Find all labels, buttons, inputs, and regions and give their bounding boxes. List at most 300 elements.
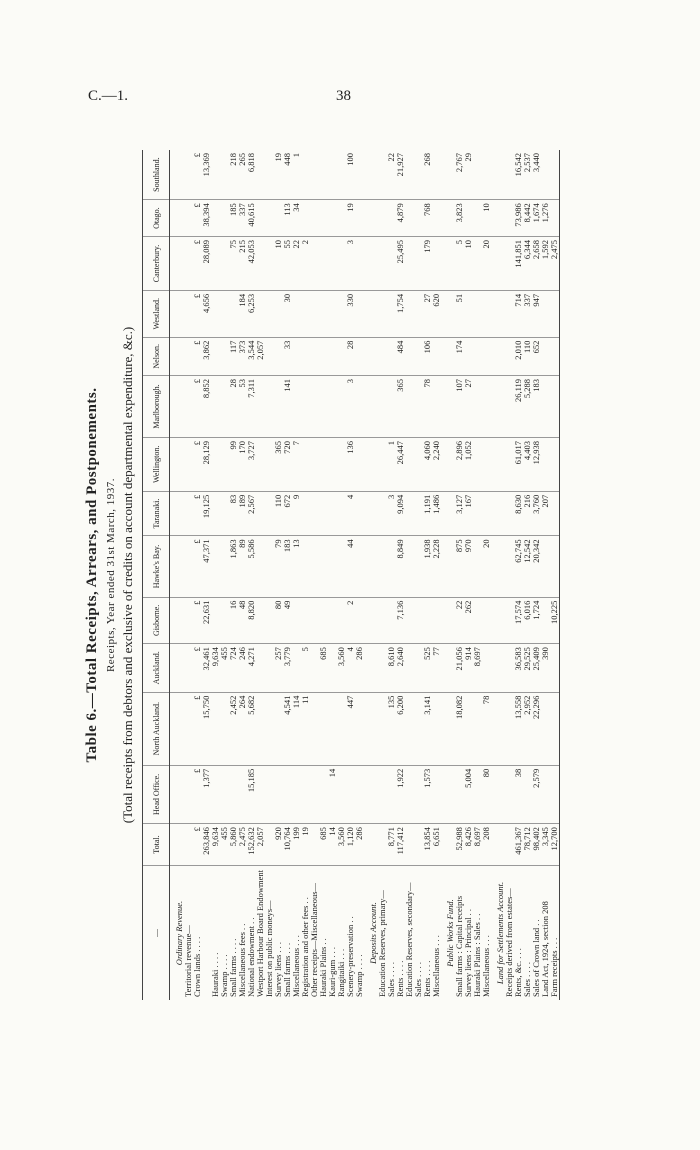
table-cell [441, 437, 455, 491]
table-cell: 14 [328, 765, 337, 823]
table-row [505, 150, 514, 1000]
table-cell: 19,125 [202, 491, 211, 536]
row-label: Miscellaneous fees . . [237, 923, 247, 997]
table-cell [355, 150, 364, 200]
table-cell: 28,089 [202, 237, 211, 291]
table-cell [364, 597, 378, 643]
table-cell: 16,542 [514, 150, 523, 200]
table-row [432, 150, 441, 1000]
table-cell [256, 644, 265, 693]
table-cell: 47,371 [202, 536, 211, 597]
column-header: Nelson. [143, 337, 170, 375]
table-cell: 174 [455, 337, 464, 375]
table-cell: £ [193, 597, 202, 643]
table-row [514, 150, 523, 1000]
table-cell: £ [193, 765, 202, 823]
table-cell [482, 644, 491, 693]
table-cell [405, 290, 414, 337]
row-label: Sales . . . . [522, 962, 532, 997]
table-row [387, 150, 396, 1000]
table-cell [274, 765, 283, 823]
table-cell: 1,922 [396, 765, 405, 823]
column-header: — [143, 866, 170, 1001]
table-cell [364, 765, 378, 823]
table-cell: 26,119 [514, 375, 523, 437]
table-cell [541, 692, 550, 765]
table-cell: 2,640 [396, 644, 405, 693]
table-cell: 52,988 [455, 824, 464, 866]
table-cell: 1,573 [423, 765, 432, 823]
table-cell: 4,060 [423, 437, 432, 491]
row-label: Miscellaneous . . . [431, 935, 441, 997]
table-cell: 685 [319, 644, 328, 693]
table-row [220, 150, 229, 1000]
table-cell [328, 290, 337, 337]
table-cell: 30 [283, 290, 292, 337]
table-cell: 75 [229, 237, 238, 291]
row-label: Small farms . . . [282, 942, 292, 997]
table-cell [292, 337, 301, 375]
table-cell [405, 692, 414, 765]
table-cell [328, 150, 337, 200]
table-cell: 1,486 [432, 491, 441, 536]
table-cell [432, 692, 441, 765]
table-cell: 15,185 [247, 765, 256, 823]
table-cell: 9,634 [211, 824, 220, 866]
table-cell [414, 597, 423, 643]
table-cell [441, 597, 455, 643]
table-cell [256, 150, 265, 200]
table-cell [328, 237, 337, 291]
row-label: Hauraki Plains : Sales . . [472, 913, 482, 997]
table-cell: 263,846 [202, 824, 211, 866]
table-cell [292, 765, 301, 823]
table-cell: 27 [423, 290, 432, 337]
table-cell: 3,141 [423, 692, 432, 765]
table-cell: 2,537 [523, 150, 532, 200]
table-cell: 620 [432, 290, 441, 337]
table-cell [491, 200, 505, 237]
table-cell: 78,712 [523, 824, 532, 866]
table-cell [319, 692, 328, 765]
table-cell: 8,820 [247, 597, 256, 643]
table-row [346, 150, 355, 1000]
table-cell: 8,697 [473, 824, 482, 866]
table-body [170, 150, 560, 1000]
table-row [310, 150, 319, 1000]
table-cell [364, 536, 378, 597]
table-cell: 724 [229, 644, 238, 693]
table-cell [378, 437, 387, 491]
table-cell [432, 337, 441, 375]
column-header: North Auckland. [143, 692, 170, 765]
row-label: Interest on public moneys— [264, 900, 274, 997]
table-cell: 12,542 [523, 536, 532, 597]
table-cell [256, 237, 265, 291]
table-cell: 19 [274, 150, 283, 200]
table-cell: 9 [292, 491, 301, 536]
table-cell [364, 200, 378, 237]
table-cell [473, 150, 482, 200]
table-cell: 21,927 [396, 150, 405, 200]
table-cell: 448 [283, 150, 292, 200]
table-cell [491, 237, 505, 291]
table-cell: 768 [423, 200, 432, 237]
table-cell: 106 [423, 337, 432, 375]
table-cell: 141 [283, 375, 292, 437]
table-cell [355, 491, 364, 536]
table-cell [364, 150, 378, 200]
table-cell [405, 150, 414, 200]
table-cell: 48 [238, 597, 247, 643]
table-cell: 10,764 [283, 824, 292, 866]
table-cell [256, 200, 265, 237]
table-cell: 920 [274, 824, 283, 866]
row-label: Scenery-preservation . . [345, 916, 355, 997]
table-cell: 8,426 [464, 824, 473, 866]
table-cell: 55 [283, 237, 292, 291]
table-cell [184, 237, 193, 291]
table-cell: 2,475 [238, 824, 247, 866]
table-cell: £ [193, 536, 202, 597]
table-cell [405, 644, 414, 693]
table-cell: 100 [346, 150, 355, 200]
table-cell [441, 290, 455, 337]
table-cell [184, 536, 193, 597]
table-cell: 14 [328, 824, 337, 866]
table-cell [405, 765, 414, 823]
table-cell: 461,367 [514, 824, 523, 866]
table-cell [310, 692, 319, 765]
table-cell: 8,442 [523, 200, 532, 237]
table-cell [265, 692, 274, 765]
table-cell [301, 491, 310, 536]
row-label: Miscellaneous . . . [291, 935, 301, 997]
table-cell: 44 [346, 536, 355, 597]
table-row [184, 150, 193, 1000]
table-cell: 113 [283, 200, 292, 237]
table-cell [337, 237, 346, 291]
table-cell [491, 536, 505, 597]
table-cell [405, 824, 414, 866]
table-row [229, 150, 238, 1000]
table-row [337, 150, 346, 1000]
table-cell: 77 [432, 644, 441, 693]
table-cell: 6,818 [247, 150, 256, 200]
table-cell: 13,854 [423, 824, 432, 866]
table-cell [211, 375, 220, 437]
table-cell: 208 [482, 824, 491, 866]
table-cell: 3 [387, 491, 396, 536]
table-cell [256, 375, 265, 437]
table-row [423, 150, 432, 1000]
table-cell: 17,574 [514, 597, 523, 643]
table-cell [337, 765, 346, 823]
table-cell [301, 150, 310, 200]
table-cell: £ [193, 644, 202, 693]
table-cell: 455 [220, 644, 229, 693]
table-cell: 455 [220, 824, 229, 866]
table-cell: 8,852 [202, 375, 211, 437]
table-cell [319, 237, 328, 291]
table-cell [541, 536, 550, 597]
table-cell: 73,986 [514, 200, 523, 237]
table-cell: 28,129 [202, 437, 211, 491]
table-cell [550, 437, 560, 491]
table-cell [170, 237, 185, 291]
table-cell: £ [193, 375, 202, 437]
table-cell [491, 290, 505, 337]
table-cell [292, 597, 301, 643]
table-cell [378, 597, 387, 643]
table-cell [378, 237, 387, 291]
table-cell: 1,276 [541, 200, 550, 237]
table-cell [432, 597, 441, 643]
title-block [84, 0, 136, 1150]
table-cell: 2 [301, 237, 310, 291]
table-cell: 38,394 [202, 200, 211, 237]
table-cell: 136 [346, 437, 355, 491]
table-cell: 1,052 [464, 437, 473, 491]
table-cell: 25,495 [396, 237, 405, 291]
table-cell: 3,560 [337, 644, 346, 693]
table-cell [211, 597, 220, 643]
table-cell: 89 [238, 536, 247, 597]
table-cell [211, 150, 220, 200]
table-row [202, 150, 211, 1000]
table-row [274, 150, 283, 1000]
table-cell [310, 375, 319, 437]
table-cell [405, 491, 414, 536]
table-cell: 22 [387, 150, 396, 200]
table-cell: 5,860 [229, 824, 238, 866]
table-cell: 1,674 [532, 200, 541, 237]
table-cell [355, 290, 364, 337]
row-label: Education Reserves, secondary— [404, 882, 414, 997]
table-cell [328, 200, 337, 237]
table-cell: 265 [238, 150, 247, 200]
table-cell: 330 [346, 290, 355, 337]
table-cell [301, 597, 310, 643]
table-cell [170, 597, 185, 643]
table-cell [541, 375, 550, 437]
table-cell: 8,771 [387, 824, 396, 866]
table-cell [292, 290, 301, 337]
row-label: Small farms . . . . [228, 938, 238, 997]
table-cell [464, 337, 473, 375]
column-header: Southland. [143, 150, 170, 200]
table-cell: 1,863 [229, 536, 238, 597]
table-cell [550, 692, 560, 765]
table-row [319, 150, 328, 1000]
table-cell [319, 597, 328, 643]
table-cell [170, 437, 185, 491]
table-cell: 185 [229, 200, 238, 237]
table-row [396, 150, 405, 1000]
table-cell [220, 765, 229, 823]
table-cell: 3 [346, 237, 355, 291]
section-heading: Public Works Fund. [445, 899, 455, 967]
table-cell [541, 765, 550, 823]
table-row [414, 150, 423, 1000]
table-row [405, 150, 414, 1000]
table-cell: 1,377 [202, 765, 211, 823]
table-cell [301, 536, 310, 597]
row-label: National endowment . . [246, 917, 256, 997]
table-cell: 9,634 [211, 644, 220, 693]
table-cell: 2,228 [432, 536, 441, 597]
table-cell [405, 237, 414, 291]
table-cell [441, 536, 455, 597]
table-cell [441, 692, 455, 765]
table-cell: 2,896 [455, 437, 464, 491]
table-cell [310, 437, 319, 491]
table-cell: 20 [482, 237, 491, 291]
row-label: Survey liens . . . [273, 941, 283, 997]
table-cell: £ [193, 200, 202, 237]
table-cell [301, 437, 310, 491]
table-cell: 2,658 [532, 237, 541, 291]
table-cell: 20 [482, 536, 491, 597]
table-cell [550, 150, 560, 200]
table-cell: 98,402 [532, 824, 541, 866]
table-cell: 28 [346, 337, 355, 375]
table-row [541, 150, 550, 1000]
table-cell [319, 375, 328, 437]
table-cell [482, 437, 491, 491]
table-cell [211, 437, 220, 491]
table-cell: 2,579 [532, 765, 541, 823]
table-cell [328, 692, 337, 765]
table-cell [211, 692, 220, 765]
table-cell: 78 [423, 375, 432, 437]
table-cell [170, 375, 185, 437]
table-cell [211, 337, 220, 375]
table-cell [432, 150, 441, 200]
table-cell [491, 437, 505, 491]
table-cell: £ [193, 491, 202, 536]
table-cell [441, 237, 455, 291]
table-cell: 3,760 [532, 491, 541, 536]
table-cell [441, 765, 455, 823]
table-cell: 29 [464, 150, 473, 200]
table-cell: 373 [238, 337, 247, 375]
table-cell [364, 290, 378, 337]
table-cell: 34 [292, 200, 301, 237]
table-cell [265, 200, 274, 237]
table-cell [464, 290, 473, 337]
table-row [238, 150, 247, 1000]
table-cell [170, 200, 185, 237]
table-cell [364, 337, 378, 375]
table-cell: 10 [274, 237, 283, 291]
column-header: Westland. [143, 290, 170, 337]
table-cell: 170 [238, 437, 247, 491]
table-cell: 875 [455, 536, 464, 597]
table-cell: 4,403 [523, 437, 532, 491]
table-cell: 135 [387, 692, 396, 765]
table-cell [491, 491, 505, 536]
table-cell: 246 [238, 644, 247, 693]
table-cell: 13,558 [514, 692, 523, 765]
table-cell [310, 150, 319, 200]
table-cell [473, 290, 482, 337]
table-cell [319, 437, 328, 491]
table-title: Table 6.—Total Receipts, Arrears, and Postponements. [84, 387, 100, 763]
table-cell [432, 375, 441, 437]
table-cell: 215 [238, 237, 247, 291]
table-cell: 19 [301, 824, 310, 866]
table-row [550, 150, 560, 1000]
table-cell: 13,369 [202, 150, 211, 200]
table-row [455, 150, 464, 1000]
table-cell [211, 765, 220, 823]
table-cell [473, 437, 482, 491]
table-cell: £ [193, 237, 202, 291]
table-cell: 22 [455, 597, 464, 643]
table-cell [283, 765, 292, 823]
table-cell [364, 644, 378, 693]
column-header: Total. [143, 824, 170, 866]
table-cell [482, 150, 491, 200]
table-cell: 4,879 [396, 200, 405, 237]
table-cell: 117 [229, 337, 238, 375]
table-cell: 18,082 [455, 692, 464, 765]
table-row [256, 150, 265, 1000]
table-cell: 2 [346, 597, 355, 643]
table-cell: 20,342 [532, 536, 541, 597]
table-cell: 286 [355, 824, 364, 866]
table-cell: 11 [301, 692, 310, 765]
table-cell: 3,823 [455, 200, 464, 237]
table-cell [211, 200, 220, 237]
table-cell: 199 [292, 824, 301, 866]
table-cell [310, 290, 319, 337]
table-cell: 114 [292, 692, 301, 765]
table-cell [423, 597, 432, 643]
table-cell [378, 765, 387, 823]
table-cell [346, 765, 355, 823]
table-cell: £ [193, 290, 202, 337]
table-cell: 8,610 [387, 644, 396, 693]
table-row [532, 150, 541, 1000]
row-label: Other receipts—Miscellaneous— [309, 882, 319, 997]
table-cell [491, 824, 505, 866]
table-cell: 264 [238, 692, 247, 765]
table-cell [355, 237, 364, 291]
table-cell: 5 [301, 644, 310, 693]
table-cell [364, 491, 378, 536]
table-cell: 10 [464, 237, 473, 291]
row-label: Small farms : Capital receipts [454, 895, 464, 997]
table-subtitle: Receipts, Year ended 31st March, 1937. [105, 477, 117, 673]
table-cell [328, 437, 337, 491]
table-cell: 2,057 [256, 337, 265, 375]
row-label: Education Reserves, primary— [377, 890, 387, 997]
table-cell [301, 765, 310, 823]
table-cell [265, 765, 274, 823]
section-row [170, 150, 185, 1000]
table-cell [441, 200, 455, 237]
section-heading: Ordinary Revenue. [174, 900, 184, 966]
table-cell [378, 375, 387, 437]
table-cell: 947 [532, 290, 541, 337]
table-row [301, 150, 310, 1000]
table-cell: 179 [423, 237, 432, 291]
table-row [328, 150, 337, 1000]
table-cell: 15,750 [202, 692, 211, 765]
column-header: Taranaki. [143, 491, 170, 536]
